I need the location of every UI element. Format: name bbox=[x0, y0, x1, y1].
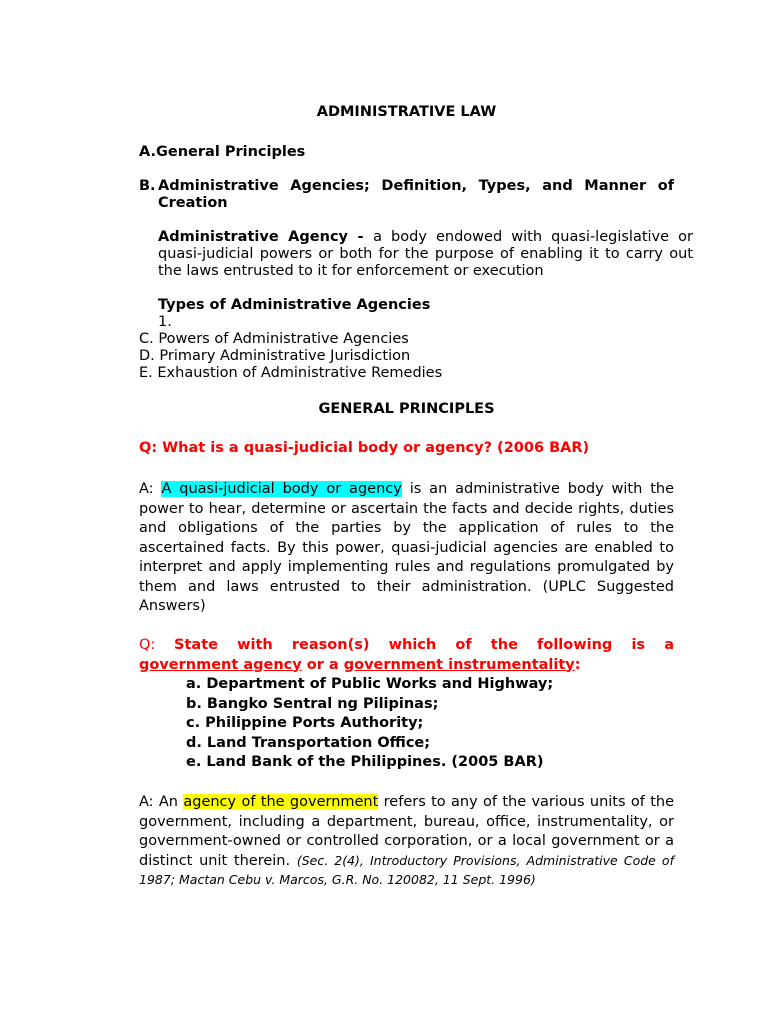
outline-item-b bbox=[139, 178, 674, 212]
outline-item-c: C. Powers of Administrative Agencies bbox=[139, 331, 409, 347]
question-2-term-agency: government agency bbox=[139, 656, 302, 673]
question-2-colon: : bbox=[574, 656, 581, 673]
answer-1-highlight: A quasi-judicial body or agency bbox=[161, 481, 402, 497]
answer-1-text: is an administrative body with the power to hear, determine or ascertain the facts and decide rights, duties and obligations of the parties by the application of rules to the ascertained facts. By this power, quasi-judicial agencies are enabled to interpret and apply implementing rules and regulations promulgated by them and laws entrusted to their administration. (UPLC Suggested Answers) bbox=[139, 481, 674, 614]
question-2-or: or a bbox=[301, 656, 344, 673]
answer-2-highlight: agency of the government bbox=[183, 794, 379, 810]
question-2 bbox=[139, 636, 674, 675]
types-heading: Types of Administrative Agencies bbox=[158, 297, 431, 313]
question-2-prefix: Q: bbox=[139, 637, 175, 653]
list-item: b. Bangko Sentral ng Pilipinas; bbox=[186, 695, 439, 712]
types-item-1: 1. bbox=[158, 314, 172, 330]
answer-2-citation: (Sec. 2(4), Introductory Provisions, Administrative Code of 1987; Mactan Cebu v. Marcos, G.R. No. 120082, 11 Sept. 1996) bbox=[139, 852, 674, 887]
answer-2 bbox=[139, 793, 674, 891]
answer-2-prefix: A: An bbox=[139, 794, 184, 810]
list-item: e. Land Bank of the Philippines. (2005 BAR) bbox=[186, 754, 544, 770]
list-item: c. Philippine Ports Authority; bbox=[186, 715, 424, 731]
outline-b-prefix: B. bbox=[139, 178, 156, 194]
outline-b-text: Administrative Agencies; Definition, Types, and Manner of Creation bbox=[158, 178, 674, 211]
answer-1-prefix: A: bbox=[139, 481, 162, 497]
question-1: Q: What is a quasi-judicial body or agency? (2006 BAR) bbox=[139, 440, 590, 456]
outline-item-a: A.General Principles bbox=[139, 144, 306, 160]
definition-paragraph bbox=[139, 229, 693, 280]
definition-term: Administrative Agency - bbox=[158, 229, 374, 245]
outline-item-e: E. Exhaustion of Administrative Remedies bbox=[139, 365, 443, 381]
document-title: ADMINISTRATIVE LAW bbox=[316, 104, 497, 120]
question-2-line1: State with reason(s) which of the following is a bbox=[174, 637, 674, 653]
answer-1 bbox=[139, 480, 674, 617]
question-2-term-instrumentality: government instrumentality bbox=[343, 656, 575, 673]
outline-item-d: D. Primary Administrative Jurisdiction bbox=[139, 348, 411, 364]
list-item: a. Department of Public Works and Highway; bbox=[186, 676, 554, 692]
answer-2-text: refers to any of the various units of the government, including a department, bureau, office, instrumentality, or government-owned or controlled corporation, or a local government or a distinct unit therein. bbox=[139, 794, 674, 869]
definition-text: a body endowed with quasi-legislative or quasi-judicial powers or both for the purpose of enabling it to carry out the laws entrusted to it for enforcement or execution bbox=[158, 229, 693, 279]
list-item: d. Land Transportation Office; bbox=[186, 734, 431, 751]
section-heading: GENERAL PRINCIPLES bbox=[318, 401, 495, 417]
